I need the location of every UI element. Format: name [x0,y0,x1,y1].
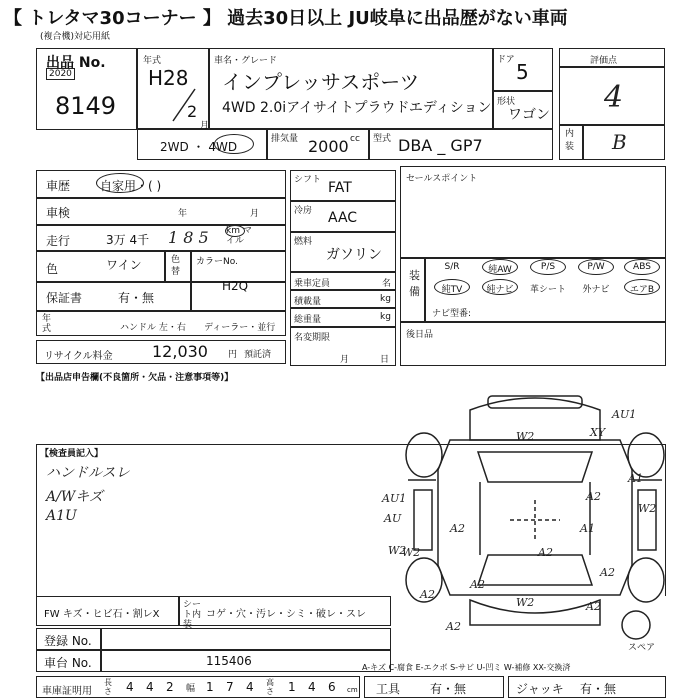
dealer-option: ディーラー・並行 [204,323,276,333]
equipment-label: 装備 [409,269,420,298]
height-label: 高さ [266,678,274,696]
diagram-mark: W2 [516,430,535,443]
month-unit: 月 [200,121,210,131]
diagram-mark: W2 [516,596,535,609]
history-label: 車歴 [46,179,71,193]
vehicle-grade: 4WD 2.0iアイサイトプラウドエディション [222,100,492,116]
register-label: 登録 No. [44,634,92,648]
equipment-circle [624,259,660,275]
equipment-item: 純AW [488,265,512,275]
post-label: 後日品 [406,330,434,340]
diagram-mark: XY [590,426,606,439]
diagram-mark: A2 [586,490,601,503]
month: 2 [187,102,198,121]
gross-unit: kg [380,312,391,322]
recycle-value: 12,030 [152,342,208,361]
equipment-circle [530,259,566,275]
equipment-item: 純TV [441,285,463,295]
capacity-label: 乗車定員 [294,279,331,289]
equipment-item: P/S [540,262,556,272]
warranty-label: 保証書 [46,291,83,305]
name-change-label: 名変期限 [294,333,331,343]
equipment-item: エアB [629,285,655,295]
equipment-item: P/W [587,262,605,272]
diagram-mark: AU [384,512,402,525]
equipment-circle [624,279,660,295]
diagram-mark: W2 [638,502,657,515]
inspector-label: 【検査員記入】 [40,449,104,459]
year-label: 年式 [143,56,162,66]
inspection-month-unit: 月 [250,209,260,219]
length-d1: 4 [126,680,134,694]
width-d2: 7 [226,680,234,694]
width-d1: 1 [206,680,214,694]
tools-label: 工具 [376,682,401,696]
cert-unit: cm [347,686,358,694]
lot-number: 8149 [55,92,117,120]
lot-year-tag: 2020 [46,68,75,80]
diagram-mark: A1 [628,472,643,485]
fw-legend: FW キズ・ヒビ石・割レX [44,609,160,620]
score-label: 評価点 [590,56,618,66]
length-label: 長さ [104,678,112,696]
seat-legend: コゲ・穴・汚レ・シミ・破レ・スレ [206,609,366,620]
recycle-note: 預託済 [244,350,272,360]
gross-label: 総重量 [294,315,322,325]
score-value: 4 [604,80,624,115]
equipment-circle [578,259,614,275]
height-d1: 1 [288,680,296,694]
interior-label: 内装 [565,129,575,152]
sales-point-label: セールスポイント [406,174,478,184]
equipment-item: S/R [444,262,460,272]
displacement-label: 排気量 [271,134,299,144]
jack-value: 有・無 [580,682,617,696]
vehicle-name: インプレッサスポーツ [222,70,420,94]
warranty-value: 有・無 [118,291,155,305]
shift-label: シフト [294,175,322,185]
load-label: 積載量 [294,297,322,307]
mileage-handwritten: 1 8 5 [168,228,209,247]
recycle-unit: 円 [228,350,238,360]
form-note: (複合機)対応用紙 [40,32,111,42]
equipment-circle [434,279,470,295]
diagram-mark: A2 [446,620,461,633]
diagram-mark: A1 [580,522,595,535]
inspector-note-2: A/Wキズ [46,489,103,505]
model-label: 型式 [373,134,392,144]
equipment-item: 革シート [529,285,566,295]
diagram-mark: W2 [402,546,421,559]
color-change: 色替 [171,255,181,277]
era-year: H28 [148,66,189,90]
diagram-mark: W2 [388,544,407,557]
drive-circle [214,134,254,154]
name-change-month: 月 [340,355,350,365]
km-mile: km マイル [226,226,252,246]
shape-value: ワゴン [508,107,550,123]
diagram-mark: A2 [470,578,485,591]
car-diagram [400,390,670,650]
code-legend: A-キズ C-腐食 E-エクボ S-サビ U-凹ミ W-補修 XX-交換済 [362,663,571,672]
cert-label: 車庫証明用 [42,686,92,697]
doors-value: 5 [516,60,529,84]
fuel-label: 燃料 [294,237,313,247]
width-label: 幅 [186,684,196,694]
navi-model-label: ナビ型番: [432,309,472,319]
seller-notes-label: 【出品店申告欄(不良箇所・欠品・注意事項等)】 [36,373,234,383]
chassis-value: 115406 [206,654,252,668]
equipment-item: 外ナビ [582,285,610,295]
height-d2: 4 [308,680,316,694]
equipment-circle [482,279,518,295]
history-value: 自家用・( ) [100,179,162,193]
inspection-label: 車検 [46,206,71,220]
inspector-note-1: ハンドルスレ [46,465,130,481]
capacity-unit: 名 [382,279,392,289]
diagram-mark: AU1 [612,408,637,421]
name-label: 車名・グレード [214,56,278,66]
doors-label: ドア [497,55,515,65]
color-value: ワイン [106,258,142,272]
diagram-mark: AU1 [382,492,407,505]
length-d3: 2 [166,680,174,694]
history-circle [96,173,144,193]
name-change-day: 日 [380,355,390,365]
equipment-item: 純ナビ [486,285,514,295]
equipment-item: ABS [633,262,651,272]
fuel-value: ガソリン [326,247,382,263]
displacement-value: 2000 [308,137,349,156]
width-d3: 4 [246,680,254,694]
banner-title: 【 トレタマ30コーナー 】 過去30日以上 JU岐阜に出品歴がない車両 [4,8,568,29]
height-d3: 6 [328,680,336,694]
diagram-mark: A2 [450,522,465,535]
spare-label: スペア [628,643,656,653]
month-slash [165,85,205,125]
km-circle [225,225,245,237]
drive-options: 2WD ・ 4WD [160,140,238,154]
mileage-label: 走行 [46,234,71,248]
cc-unit: cc [350,134,360,144]
color-no-label: カラーNo. [196,257,238,267]
jack-label: ジャッキ [516,682,564,696]
inspector-note-3: A1U [46,508,77,524]
post-box [400,322,666,366]
color-label: 色 [46,262,59,276]
year-type-label: 年式 [42,314,52,334]
ac-value: AAC [328,210,358,226]
diagram-mark: A2 [586,600,601,613]
lot-label: 出品 No. [46,55,106,71]
shift-value: FAT [328,180,352,196]
model-value: DBA _ GP7 [398,136,483,155]
seat-label: シート内装 [183,600,202,630]
load-unit: kg [380,294,391,304]
length-d2: 4 [146,680,154,694]
recycle-label: リサイクル料金 [44,351,113,362]
interior-value: B [612,130,627,154]
chassis-label: 車台 No. [44,656,92,670]
diagram-mark: A2 [538,546,553,559]
mileage-value: 3万 4千 [106,233,150,247]
handle-option: ハンドル 左・右 [120,323,186,333]
tools-value: 有・無 [430,682,467,696]
inspection-year-unit: 年 [178,209,188,219]
color-no: H2Q [222,279,249,293]
equipment-circle [482,259,518,275]
diagram-mark: A2 [420,588,435,601]
ac-label: 冷房 [294,206,313,216]
shape-label: 形状 [497,97,516,107]
diagram-mark: A2 [600,566,615,579]
